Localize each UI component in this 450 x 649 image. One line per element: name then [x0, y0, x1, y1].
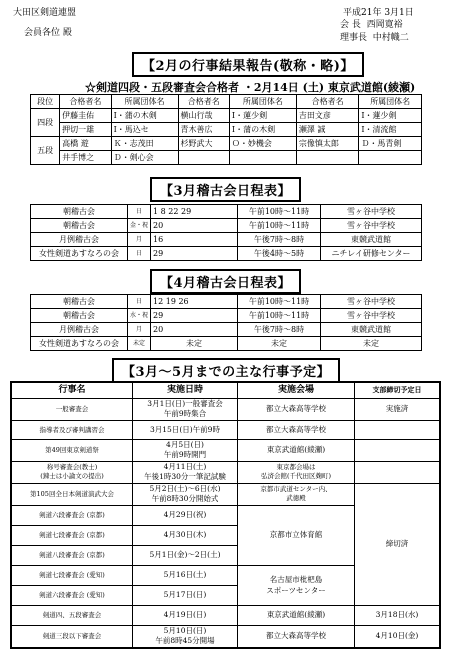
event-deadline: 締切済: [355, 483, 441, 605]
practice-dates: 未定: [151, 337, 238, 351]
col-header: 所属団体名: [111, 95, 178, 109]
section1-title: 【2月の行事結果報告(敬称・略)】: [132, 52, 364, 77]
col-header: 所属団体名: [229, 95, 296, 109]
table-row: [11, 605, 440, 625]
table-cell: Ⅰ・蓮少剣: [229, 109, 296, 123]
event-venue: 東京武道館(綾瀬): [238, 439, 355, 461]
table-cell: Ⅰ・蓮少剣: [359, 109, 422, 123]
table-row: [31, 247, 422, 261]
table-cell: Ⅰ・蒲の木剣: [111, 109, 178, 123]
document-date: 平成21年 3月1日: [343, 8, 414, 18]
table-row: [31, 337, 422, 351]
table-cell: [229, 151, 296, 165]
table-row: [11, 439, 440, 461]
table-cell: [178, 151, 229, 165]
table-header-row: [11, 382, 440, 398]
director-role: 理事長: [340, 33, 368, 43]
chair-role: 会 長: [340, 20, 361, 30]
practice-dates: 29: [151, 247, 238, 261]
practice-day: 月: [128, 323, 151, 337]
event-deadline: 実施済: [355, 398, 441, 420]
event-venue: 名古屋市枇杷島 スポーツセンター: [238, 565, 355, 605]
event-venue: 都立大森高等学校: [238, 398, 355, 420]
event-deadline: [355, 461, 441, 483]
event-name: 剣道七段審査会 (京都): [11, 525, 133, 545]
event-deadline: 4月10日(金): [355, 625, 441, 648]
table-cell: Ｏ・妙機会: [229, 137, 296, 151]
table-row: [31, 309, 422, 323]
practice-time: 午後4時～5時: [238, 247, 321, 261]
event-name: 剣道六段審査会 (京都): [11, 505, 133, 525]
event-name: 一般審査会: [11, 398, 133, 420]
chair-name: 西岡寛裕: [366, 20, 403, 30]
event-name: 剣道三段以下審査会: [11, 625, 133, 648]
practice-name: 女性剣道あすなろの会: [31, 337, 128, 351]
table-row: [31, 205, 422, 219]
event-date: 4月5日(日) 午前9時開門: [133, 439, 238, 461]
table-cell: 高橋 遊: [60, 137, 111, 151]
event-date: 3月1日(日)一般審査会 午前9時集合: [133, 398, 238, 420]
event-name: 剣道四、五段審査会: [11, 605, 133, 625]
practice-time: 午後7時～8時: [238, 233, 321, 247]
rank-cell: 五段: [31, 137, 60, 165]
practice-time: 午前10時～11時: [238, 219, 321, 233]
practice-name: 朝稽古会: [31, 205, 128, 219]
col-header: 合格者名: [60, 95, 111, 109]
table-cell: 横山行哉: [178, 109, 229, 123]
event-name: 第105回全日本剣道演武大会: [11, 483, 133, 505]
table-header-row: [31, 95, 422, 109]
event-name: 剣道八段審査会 (京都): [11, 545, 133, 565]
event-name: 指導者及び審判講習会: [11, 420, 133, 439]
table-cell: [296, 151, 359, 165]
practice-name: 朝稽古会: [31, 219, 128, 233]
event-date: 5月1日(金)～2日(土): [133, 545, 238, 565]
exam-results-table: [30, 94, 422, 165]
table-cell: Ⅰ・蒲の木剣: [229, 123, 296, 137]
practice-dates: 20: [151, 323, 238, 337]
table-cell: 伊藤圭佑: [60, 109, 111, 123]
org-name: 大田区剣道連盟: [13, 8, 77, 18]
table-row: [11, 483, 440, 505]
event-deadline: [355, 439, 441, 461]
event-date: 4月19日(日): [133, 605, 238, 625]
col-header: 段位: [31, 95, 60, 109]
table-row: [31, 151, 422, 165]
col-header: 合格者名: [178, 95, 229, 109]
event-date: 5月16日(土): [133, 565, 238, 585]
table-row: [11, 625, 440, 648]
practice-place: ニチレイ研修センター: [321, 247, 422, 261]
event-date: 4月30日(木): [133, 525, 238, 545]
col-header: 実施会場: [238, 382, 355, 398]
table-cell: 瀬澤 誠: [296, 123, 359, 137]
rank-cell: 四段: [31, 109, 60, 137]
section2-title: 【3月稽古会日程表】: [150, 177, 301, 202]
event-date: 5月17日(日): [133, 585, 238, 605]
practice-dates: 12 19 26: [151, 295, 238, 309]
table-row: [11, 420, 440, 439]
table-cell: Ⅰ・清流館: [359, 123, 422, 137]
practice-day: 水・祝: [128, 309, 151, 323]
practice-place: 雪ヶ谷中学校: [321, 295, 422, 309]
march-schedule-table: [30, 204, 422, 261]
practice-place: 東競武道館: [321, 233, 422, 247]
april-schedule-table: [30, 294, 422, 351]
practice-name: 朝稽古会: [31, 309, 128, 323]
practice-time: 午後7時～8時: [238, 323, 321, 337]
table-row: [31, 233, 422, 247]
event-name: 剣道六段審査会 (愛知): [11, 585, 133, 605]
event-venue: 都立大森高等学校: [238, 420, 355, 439]
event-date: 5月2日(土)～6日(水) 午前8時30分開始式: [133, 483, 238, 505]
event-venue: 東京武道館(綾瀬): [238, 605, 355, 625]
practice-place: 雪ヶ谷中学校: [321, 309, 422, 323]
practice-place: 東競武道館: [321, 323, 422, 337]
table-cell: 宗像慎太郎: [296, 137, 359, 151]
table-row: [31, 109, 422, 123]
event-venue: 京都市立体育館: [238, 505, 355, 565]
table-row: [31, 323, 422, 337]
table-cell: 青木善広: [178, 123, 229, 137]
section1-subtitle: ☆剣道四段・五段審査会合格者 ・2月14日 (土) 東京武道館(綾瀬): [85, 81, 416, 94]
event-venue: 東京都会場は 弘済会館(千代田区麹町): [238, 461, 355, 483]
event-date: 4月11日(土) 午後1時30分一筆記試験: [133, 461, 238, 483]
practice-dates: 20: [151, 219, 238, 233]
table-row: [31, 137, 422, 151]
practice-name: 月例稽古会: [31, 323, 128, 337]
table-cell: Ｄ・剣心会: [111, 151, 178, 165]
practice-place: 雪ヶ谷中学校: [321, 205, 422, 219]
practice-day: 日: [128, 247, 151, 261]
table-row: [11, 398, 440, 420]
event-name: 第49回東京剣道祭: [11, 439, 133, 461]
practice-dates: 1 8 22 29: [151, 205, 238, 219]
practice-day: 金・祝: [128, 219, 151, 233]
table-cell: Ⅰ・馬込セ: [111, 123, 178, 137]
table-cell: 井手博之: [60, 151, 111, 165]
practice-place: 雪ヶ谷中学校: [321, 219, 422, 233]
col-header: 支部締切予定日: [355, 382, 441, 398]
event-schedule-table: [10, 381, 441, 649]
table-cell: Ｄ・馬青剣: [359, 137, 422, 151]
table-cell: Ｋ・志茂田: [111, 137, 178, 151]
table-cell: 押切一雄: [60, 123, 111, 137]
event-date: 4月29日(祝): [133, 505, 238, 525]
practice-time: 午前10時～11時: [238, 309, 321, 323]
table-row: [31, 219, 422, 233]
event-venue: 京都市武道センター内、 武徳殿: [238, 483, 355, 505]
col-header: 行事名: [11, 382, 133, 398]
practice-place: 未定: [321, 337, 422, 351]
table-row: [31, 123, 422, 137]
practice-day: 月: [128, 233, 151, 247]
col-header: 合格者名: [296, 95, 359, 109]
practice-name: 女性剣道あすなろの会: [31, 247, 128, 261]
practice-time: 午前10時～11時: [238, 205, 321, 219]
event-date: 5月10日(日) 午前8時45分開場: [133, 625, 238, 648]
practice-day: 日: [128, 295, 151, 309]
col-header: 実施日時: [133, 382, 238, 398]
practice-name: 月例稽古会: [31, 233, 128, 247]
section4-title: 【3月～5月までの主な行事予定】: [112, 358, 340, 383]
section3-title: 【4月稽古会日程表】: [150, 269, 301, 294]
director-line: [340, 33, 409, 44]
event-venue: 都立大森高等学校: [238, 625, 355, 648]
practice-day: 日: [128, 205, 151, 219]
director-name: 中村幟二: [372, 33, 409, 43]
table-row: [11, 461, 440, 483]
practice-dates: 29: [151, 309, 238, 323]
practice-name: 朝稽古会: [31, 295, 128, 309]
event-deadline: 3月18日(水): [355, 605, 441, 625]
recipient: 会員各位 殿: [24, 28, 72, 38]
event-date: 3月15日(日)午前9時: [133, 420, 238, 439]
col-header: 所属団体名: [359, 95, 422, 109]
table-cell: 吉田文彦: [296, 109, 359, 123]
practice-day: 未定: [128, 337, 151, 351]
table-cell: [359, 151, 422, 165]
practice-dates: 16: [151, 233, 238, 247]
event-name: 称号審査会(教士) (錬士は小論文の提出): [11, 461, 133, 483]
table-row: [31, 295, 422, 309]
table-cell: 杉野武大: [178, 137, 229, 151]
chair-line: [340, 20, 403, 31]
event-deadline: [355, 420, 441, 439]
practice-time: 未定: [238, 337, 321, 351]
event-name: 剣道七段審査会 (愛知): [11, 565, 133, 585]
practice-time: 午前10時～11時: [238, 295, 321, 309]
